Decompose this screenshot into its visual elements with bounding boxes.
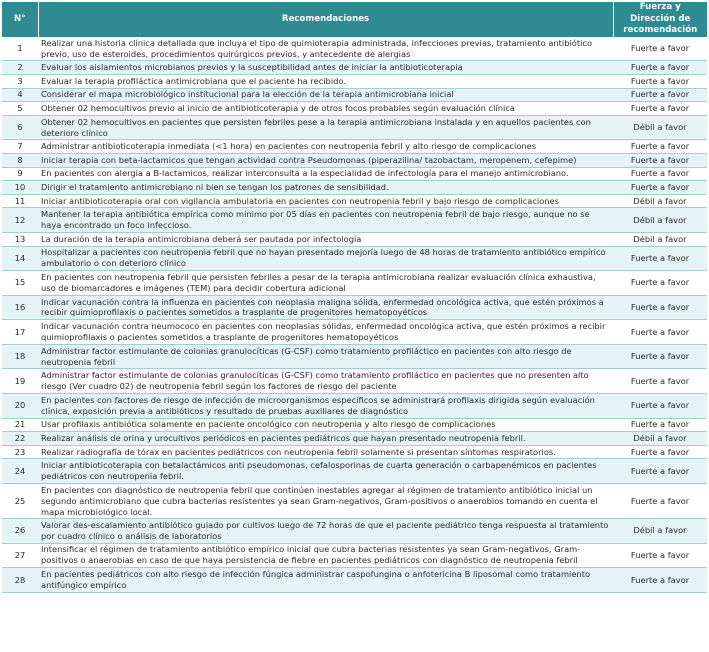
header-recommendations: Recomendaciones [38, 2, 613, 37]
row-number: 10 [2, 181, 38, 195]
row-strength: Débil a favor [613, 208, 707, 233]
row-recommendation: Considerar el mapa microbiológico institucional para la elección de la terapia antimicrobiana inicial [38, 88, 613, 102]
row-strength: Fuerte a favor [613, 246, 707, 271]
table-row [2, 88, 707, 102]
recommendations-table [2, 2, 707, 593]
row-recommendation: Realizar radiografía de tórax en pacientes pediátricos con neutropenia febril solamente si presentan síntomas respiratorios. [38, 445, 613, 459]
row-strength: Fuerte a favor [613, 543, 707, 568]
table-row [2, 37, 707, 61]
row-strength: Fuerte a favor [613, 295, 707, 320]
table-row [2, 208, 707, 233]
table-row [2, 271, 707, 296]
table-row [2, 543, 707, 568]
row-recommendation: Realizar una historia clínica detallada que incluya el tipo de quimioterapia administrada, infecciones previas, tratamiento antibiótico previo, uso de esteroides, procedimientos quirúrgicos previos, y antecedente de alergias [38, 37, 613, 61]
row-strength: Fuerte a favor [613, 153, 707, 167]
row-recommendation: Evaluar los aislamientos microbianos previos y la susceptibilidad antes de iniciar la antibioticoterapia [38, 61, 613, 75]
row-number: 28 [2, 568, 38, 593]
row-number: 27 [2, 543, 38, 568]
row-recommendation: Indicar vacunación contra la influenza en pacientes con neoplasia maligna sólida, enfermedad oncológica activa, que estén próximos a recibir quimioprofilaxis o pacientes sometidos a trasplante de progenitores hematopoyéticos [38, 295, 613, 320]
table-row [2, 115, 707, 140]
row-number: 8 [2, 153, 38, 167]
row-strength: Fuerte a favor [613, 271, 707, 296]
row-strength: Fuerte a favor [613, 344, 707, 369]
row-recommendation: Dirigir el tratamiento antimicrobiano ni bien se tengan los patrones de sensibilidad. [38, 181, 613, 195]
row-number: 26 [2, 519, 38, 544]
row-number: 6 [2, 115, 38, 140]
row-strength: Fuerte a favor [613, 369, 707, 394]
header-number: N° [2, 2, 38, 37]
row-number: 12 [2, 208, 38, 233]
row-strength: Fuerte a favor [613, 394, 707, 419]
row-recommendation: En pacientes con alergia a B-lactamicos, realizar interconsulta a la especialidad de infectología para el manejo antimicrobiano. [38, 167, 613, 181]
row-recommendation: Mantener la terapia antibiótica empírica como mínimo por 05 días en pacientes con neutropenia febril de bajo riesgo, aunque no se haya encontrado un foco infeccioso. [38, 208, 613, 233]
row-number: 2 [2, 61, 38, 75]
row-strength: Fuerte a favor [613, 181, 707, 195]
row-strength: Fuerte a favor [613, 102, 707, 116]
row-strength: Débil a favor [613, 115, 707, 140]
row-strength: Fuerte a favor [613, 61, 707, 75]
row-strength: Débil a favor [613, 194, 707, 208]
table-row [2, 459, 707, 484]
row-recommendation: La duración de la terapia antimicrobiana deberá ser pautada por infectología [38, 232, 613, 246]
table-row [2, 445, 707, 459]
row-strength: Fuerte a favor [613, 74, 707, 88]
row-number: 4 [2, 88, 38, 102]
row-recommendation: Obtener 02 hemocultivos previo al inicio de antibioticoterapia y de otros focos probables según evaluación clínica [38, 102, 613, 116]
table-row [2, 74, 707, 88]
table-row [2, 484, 707, 519]
row-recommendation: En pacientes con neutropenia febril que persisten febriles a pesar de la terapia antimicrobiana realizar evaluación clínica exhaustiva, uso de biomarcadores e imágenes (TEM) para decidir cobertura adicional [38, 271, 613, 296]
row-number: 23 [2, 445, 38, 459]
row-number: 3 [2, 74, 38, 88]
row-recommendation: En pacientes con factores de riesgo de infección de microorganismos específicos se administrará profilaxis dirigida según evaluación clínica, exposición previa a antibióticos y resultado de pruebas auxiliares de diagnóstico [38, 394, 613, 419]
row-number: 22 [2, 432, 38, 446]
table-row [2, 394, 707, 419]
header-strength [613, 2, 707, 37]
header-strength-line1: Fuerza y Dirección de [630, 2, 691, 24]
table-row [2, 295, 707, 320]
table-row [2, 102, 707, 116]
row-recommendation: Realizar análisis de orina y urocultivos periódicos en pacientes pediátricos que hayan presentado neutropenia febril. [38, 432, 613, 446]
table-row [2, 344, 707, 369]
row-strength: Fuerte a favor [613, 88, 707, 102]
table-row [2, 320, 707, 345]
row-strength: Fuerte a favor [613, 37, 707, 61]
row-strength: Débil a favor [613, 232, 707, 246]
row-number: 19 [2, 369, 38, 394]
table-row [2, 432, 707, 446]
row-number: 7 [2, 140, 38, 154]
row-number: 13 [2, 232, 38, 246]
row-number: 14 [2, 246, 38, 271]
table-row [2, 194, 707, 208]
table-row [2, 519, 707, 544]
table-row [2, 167, 707, 181]
table-row [2, 246, 707, 271]
table-row [2, 369, 707, 394]
row-number: 18 [2, 344, 38, 369]
row-number: 11 [2, 194, 38, 208]
row-recommendation: Administrar factor estimulante de colonias granulocíticas (G-CSF) como tratamiento profiláctico en pacientes con alto riesgo de neutropenia febril [38, 344, 613, 369]
row-recommendation: Iniciar antibioticoterapia con betalactámicos anti pseudomonas, cefalosporinas de cuarta generación o carbapenémicos en pacientes pediátricos con neutropenia febril. [38, 459, 613, 484]
row-strength: Fuerte a favor [613, 445, 707, 459]
row-recommendation: Administrar antibioticoterapia inmediata (<1 hora) en pacientes con neutropenia febril y alto riesgo de complicaciones [38, 140, 613, 154]
row-recommendation: En pacientes con diagnóstico de neutropenia febril que continúen inestables agregar al régimen de tratamiento antibiótico inicial un segundo antimicrobiano que cubra bacterias resistentes ya sean Gram-negativos, Gram-positivos o anaerobios tomando en cuenta el mapa microbiológico local. [38, 484, 613, 519]
row-number: 24 [2, 459, 38, 484]
row-recommendation: Hospitalizar a pacientes con neutropenia febril que no hayan presentado mejoría luego de 48 horas de tratamiento antibiótico empírico ambulatorio o con deterioro clínico [38, 246, 613, 271]
table-row [2, 153, 707, 167]
row-strength: Débil a favor [613, 519, 707, 544]
row-number: 5 [2, 102, 38, 116]
row-recommendation: Iniciar terapia con beta-lactamicos que tengan actividad contra Pseudomonas (piperazilina/ tazobactam, meropenem, cefepime) [38, 153, 613, 167]
row-strength: Débil a favor [613, 432, 707, 446]
row-strength: Fuerte a favor [613, 459, 707, 484]
row-strength: Fuerte a favor [613, 568, 707, 593]
row-strength: Fuerte a favor [613, 418, 707, 432]
table-row [2, 418, 707, 432]
row-number: 20 [2, 394, 38, 419]
row-number: 16 [2, 295, 38, 320]
table-header-row [2, 2, 707, 37]
header-strength-line2: recomendación [623, 25, 698, 36]
row-strength: Fuerte a favor [613, 140, 707, 154]
table-row [2, 232, 707, 246]
row-recommendation: Indicar vacunación contra neumococo en pacientes con neoplasias sólidas, enfermedad oncológica activa, que estén próximos a recibir quimioprofilaxis o pacientes sometidos a trasplante de progenitores hematopoyéticos [38, 320, 613, 345]
table-row [2, 61, 707, 75]
row-strength: Fuerte a favor [613, 167, 707, 181]
row-recommendation: Evaluar la terapia profiláctica antimicrobiana que el paciente ha recibido. [38, 74, 613, 88]
row-number: 15 [2, 271, 38, 296]
table-row [2, 568, 707, 593]
row-number: 25 [2, 484, 38, 519]
row-number: 17 [2, 320, 38, 345]
row-strength: Fuerte a favor [613, 320, 707, 345]
table-row [2, 181, 707, 195]
row-recommendation: Valorar des-escalamiento antibiótico guiado por cultivos luego de 72 horas de que el paciente pediátrico tenga respuesta al tratamiento por cuadro clínico o análisis de laboratorios [38, 519, 613, 544]
table-row [2, 140, 707, 154]
row-recommendation: Obtener 02 hemocultivos en pacientes que persisten febriles pese a la terapia antimicrobiana instalada y en aquellos pacientes con deterioro clínico [38, 115, 613, 140]
row-number: 21 [2, 418, 38, 432]
row-number: 9 [2, 167, 38, 181]
row-strength: Fuerte a favor [613, 484, 707, 519]
row-recommendation: Administrar factor estimulante de colonias granulocíticas (G-CSF) como tratamiento profiláctico en pacientes que no presenten alto riesgo (Ver cuadro 02) de neutropenia febril según los factores de riesgo del paciente [38, 369, 613, 394]
row-recommendation: Iniciar antibioticoterapia oral con vigilancia ambulatoria en pacientes con neutropenia febril y bajo riesgo de complicaciones [38, 194, 613, 208]
row-number: 1 [2, 37, 38, 61]
row-recommendation: Usar profilaxis antibiótica solamente en paciente oncológico con neutropenia y alto riesgo de complicaciones [38, 418, 613, 432]
row-recommendation: Intensificar el régimen de tratamiento antibiótico empírico inicial que cubra bacterias resistentes ya sean Gram-negativos, Gram-positivos o anaerobias en caso de que haya persistencia de fiebre en pacientes pediátricos con diagnóstico de neutropenia febril [38, 543, 613, 568]
row-recommendation: En pacientes pediátricos con alto riesgo de infección fúngica administrar caspofungina o anfotericina B liposomal como tratamiento antifúngico empírico [38, 568, 613, 593]
